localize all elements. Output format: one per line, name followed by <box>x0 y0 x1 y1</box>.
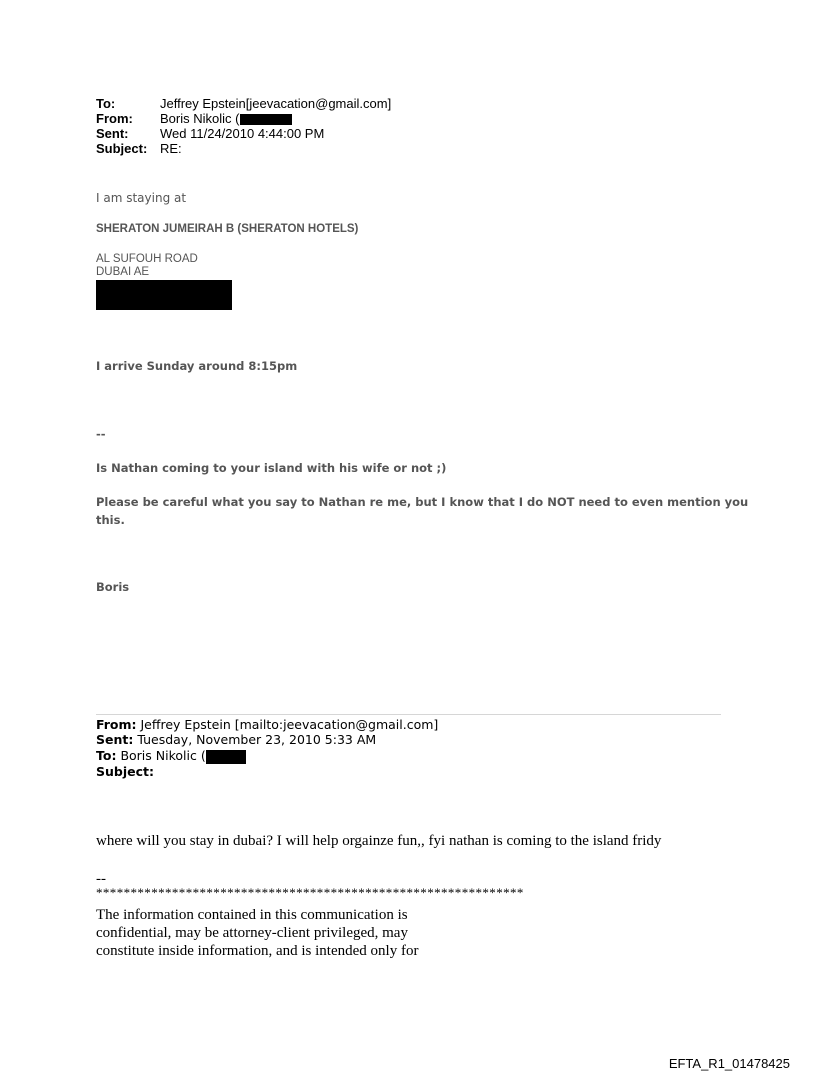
arrive-text: I arrive Sunday around 8:15pm <box>96 359 298 373</box>
disclaimer-line-3: constitute inside information, and is intended only for <box>96 943 419 959</box>
careful-line-1: Please be careful what you say to Nathan re me, but I know that I do NOT need to even mention you <box>96 495 749 509</box>
quoted-to-value: Boris Nikolic ( <box>120 748 206 763</box>
disclaimer-line-1: The information contained in this communication is <box>96 907 408 923</box>
from-name: Boris Nikolic ( <box>160 111 240 126</box>
quoted-from-value: Jeffrey Epstein [mailto:jeevacation@gmail.com] <box>140 717 439 732</box>
from-label: From: <box>96 111 133 126</box>
quoted-message: where will you stay in dubai? I will help orgainze fun,, fyi nathan is coming to the island fridy <box>96 833 662 849</box>
to-value: Jeffrey Epstein[jeevacation@gmail.com] <box>160 96 392 111</box>
from-value <box>160 112 292 126</box>
address-line-1: AL SUFOUH ROAD <box>96 253 198 265</box>
quote-divider <box>96 714 721 715</box>
quoted-dashes: -- <box>96 871 106 887</box>
sent-label: Sent: <box>96 126 129 141</box>
redaction-box <box>240 114 292 125</box>
sent-value: Wed 11/24/2010 4:44:00 PM <box>160 126 325 141</box>
to-label: To: <box>96 96 116 111</box>
quoted-to-row <box>96 748 246 764</box>
redaction-box <box>206 750 246 764</box>
bates-number: EFTA_R1_01478425 <box>668 1056 790 1071</box>
hotel-name: SHERATON JUMEIRAH B (SHERATON HOTELS) <box>96 223 359 235</box>
separator-dashes: -- <box>96 427 106 441</box>
subject-label: Subject: <box>96 141 148 156</box>
quoted-from-row <box>96 717 438 732</box>
subject-value: RE: <box>160 141 182 156</box>
quoted-to-label: To: <box>96 748 117 763</box>
careful-line-2: this. <box>96 513 125 527</box>
quoted-sent-label: Sent: <box>96 732 134 747</box>
address-line-2: DUBAI AE <box>96 266 150 278</box>
quoted-subject-row <box>96 764 154 779</box>
redaction-box <box>96 280 232 310</box>
nathan-question: Is Nathan coming to your island with his wife or not ;) <box>96 461 447 475</box>
quoted-from-label: From: <box>96 717 137 732</box>
signature: Boris <box>96 580 130 594</box>
quoted-sent-row <box>96 732 376 747</box>
disclaimer-line-2: confidential, may be attorney-client privileged, may <box>96 925 408 941</box>
stars-line: ************************************************************** <box>96 885 524 900</box>
staying-text: I am staying at <box>96 191 187 205</box>
quoted-sent-value: Tuesday, November 23, 2010 5:33 AM <box>137 732 377 747</box>
quoted-subject-label: Subject: <box>96 764 154 779</box>
